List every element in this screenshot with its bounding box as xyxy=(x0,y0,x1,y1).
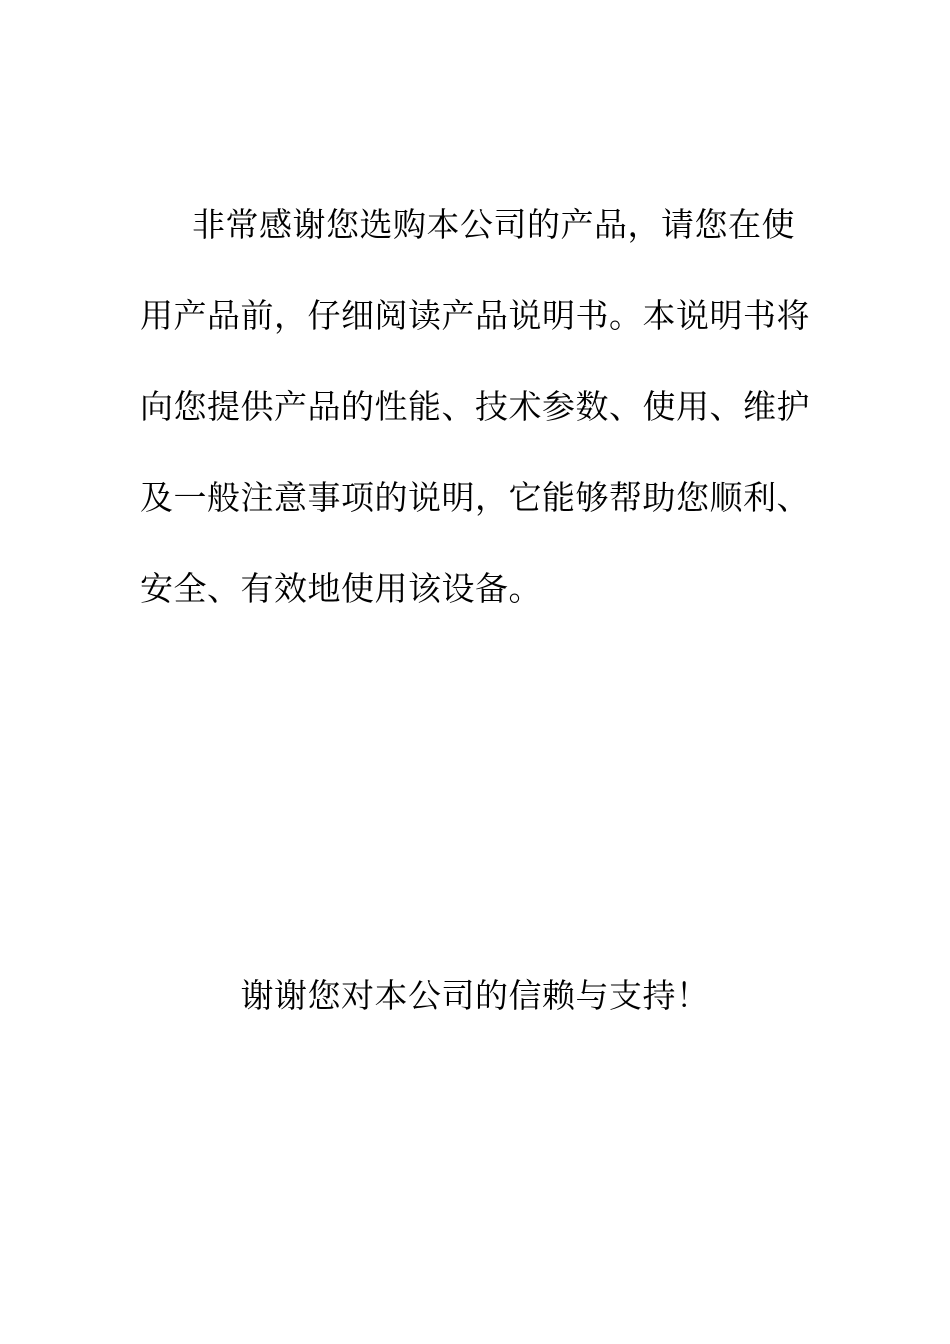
intro-line-5: 安全、有效地使用该设备。 xyxy=(140,569,542,608)
intro-line-1: 非常感谢您选购本公司的产品，请您在使 xyxy=(192,205,795,244)
closing-thanks: 谢谢您对本公司的信赖与支持！ xyxy=(240,976,710,1015)
intro-line-2: 用产品前，仔细阅读产品说明书。本说明书将 xyxy=(140,296,810,335)
intro-line-3: 向您提供产品的性能、技术参数、使用、维护 xyxy=(140,387,810,426)
intro-line-4: 及一般注意事项的说明，它能够帮助您顺利、 xyxy=(140,478,810,517)
intro-paragraph xyxy=(140,195,840,650)
